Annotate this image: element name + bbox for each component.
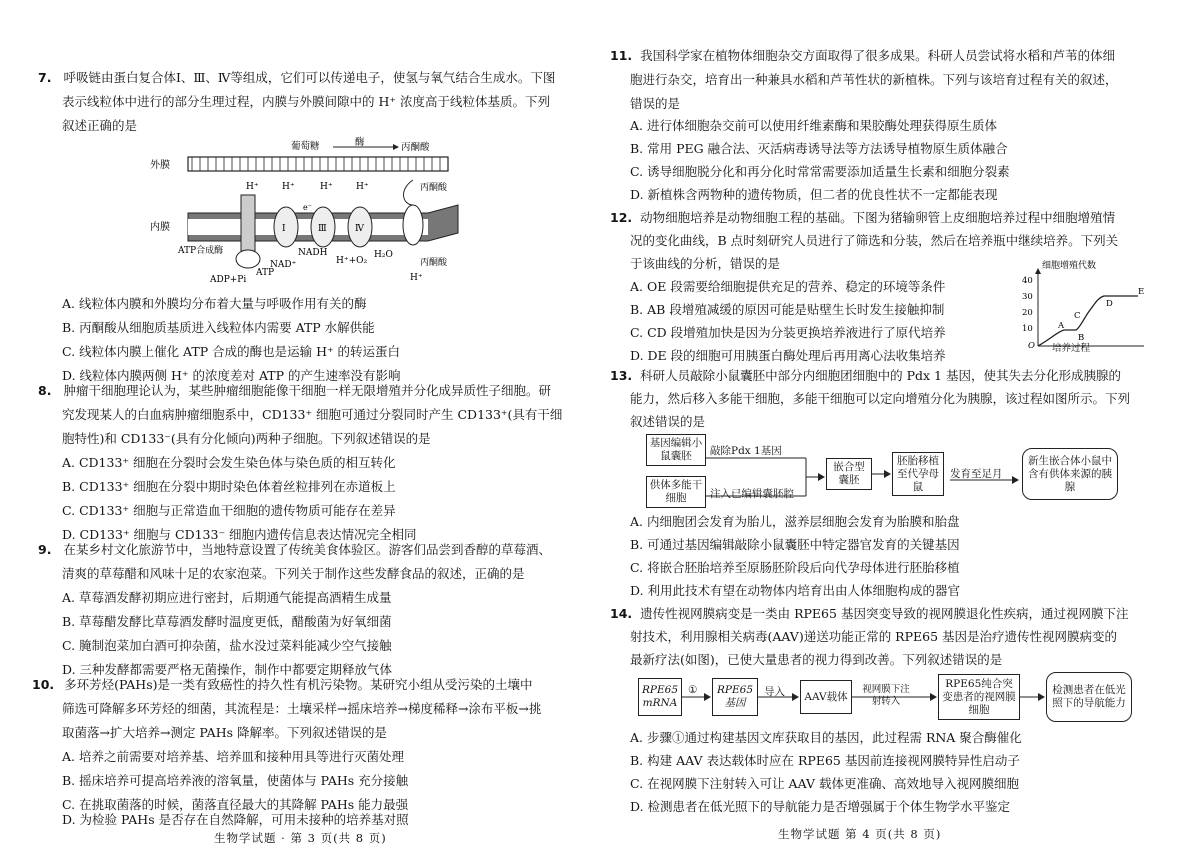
option-a[interactable]: A. 培养之前需要对培养基、培养皿和接种用具等进行灭菌处理 — [62, 749, 404, 764]
right-page — [610, 0, 1180, 849]
option-d[interactable]: D. CD133⁺ 细胞与 CD133⁻ 细胞内遗传信息表达情况完全相同 — [62, 527, 417, 542]
chart-point-label: C — [1074, 311, 1081, 321]
svg-text:Ⅰ: Ⅰ — [282, 224, 286, 234]
option-a[interactable]: A. CD133⁺ 细胞在分裂时会发生染色体与染色质的相互转化 — [62, 455, 396, 470]
option-b[interactable]: B. 构建 AAV 表达载体时应在 RPE65 基因前连接视网膜特异性启动子 — [630, 753, 1020, 768]
flow-arrow-label: 敲除Pdx 1基因 — [710, 445, 782, 457]
question-stem-line: 于该曲线的分析，错误的是 — [630, 256, 781, 271]
option-b[interactable]: B. 可通过基因编辑敲除小鼠囊胚中特定器官发育的关键基因 — [630, 537, 960, 552]
option-a[interactable]: A. 线粒体内膜和外膜均分布着大量与呼吸作用有关的酶 — [62, 296, 367, 311]
chart-ytick: 30 — [1022, 292, 1033, 302]
svg-text:H⁺: H⁺ — [410, 273, 423, 283]
chart-xlabel: 培养过程 — [1052, 343, 1091, 354]
option-d[interactable]: D. 线粒体内膜两侧 H⁺ 的浓度差对 ATP 的产生速率没有影响 — [62, 368, 401, 383]
svg-text:酶: 酶 — [355, 137, 365, 148]
question-stem-line: 筛选可降解多环芳烃的细菌，其流程是：土壤采样→摇床培养→梯度稀释→涂布平板→挑 — [62, 701, 542, 716]
option-a[interactable]: A. 草莓酒发酵初期应进行密封，后期通气能提高酒精生成量 — [62, 590, 392, 605]
svg-text:H₂O: H₂O — [374, 250, 393, 260]
svg-text:ADP+Pi: ADP+Pi — [210, 275, 247, 285]
mitochondria-membrane-diagram — [148, 135, 478, 285]
svg-text:丙酮酸: 丙酮酸 — [420, 258, 448, 268]
question-number: 12. — [610, 210, 633, 225]
question-stem-line: 能力，然后移入多能干细胞，多能干细胞可以定向增殖分化为胰腺，该过程如图所示。下列 — [630, 391, 1131, 406]
option-c[interactable]: C. 在视网膜下注射转入可让 AAV 载体更准确、高效地导入视网膜细胞 — [630, 776, 1019, 791]
outer-membrane-label: 外膜 — [150, 160, 170, 171]
svg-text:H⁺: H⁺ — [282, 182, 295, 192]
svg-text:丙酮酸: 丙酮酸 — [401, 142, 430, 153]
question-stem-line: 况的变化曲线，B 点时刻研究人员进行了筛选和分装，然后在培养瓶中继续培养。下列关 — [630, 233, 1119, 248]
flow-box-donor-cells: 供体多能干细胞 — [646, 476, 706, 508]
svg-text:H⁺: H⁺ — [246, 182, 259, 192]
flow-box-detection: 检测患者在低光照下的导航能力 — [1046, 672, 1132, 722]
option-b[interactable]: B. 草莓醋发酵比草莓酒发酵时温度更低，醋酸菌为好氧细菌 — [62, 614, 392, 629]
flow-box-patient-cells: RPE65纯合突变患者的视网膜细胞 — [938, 674, 1020, 720]
option-c[interactable]: C. CD 段增殖加快是因为分装更换培养液进行了原代培养 — [630, 325, 946, 340]
option-a[interactable]: A. 进行体细胞杂交前可以使用纤维素酶和果胶酶处理获得原生质体 — [630, 118, 997, 133]
option-c[interactable]: C. 诱导细胞脱分化和再分化时常常需要添加适量生长素和细胞分裂素 — [630, 164, 1010, 179]
question-number: 13. — [610, 368, 633, 383]
option-c[interactable]: C. 线粒体内膜上催化 ATP 合成的酶也是运输 H⁺ 的转运蛋白 — [62, 344, 401, 359]
flow-box-mrna: RPE65 mRNA — [638, 678, 682, 716]
question-number: 10. — [32, 677, 55, 692]
question-stem-line: 取菌落→扩大培养→测定 PAHs 降解率。下列叙述错误的是 — [62, 725, 388, 740]
question-stem-line: 遗传性视网膜病变是一类由 RPE65 基因突变导致的视网膜退化性疾病，通过视网膜下注 — [640, 606, 1129, 621]
svg-text:丙酮酸: 丙酮酸 — [420, 183, 448, 193]
flow-arrow-label: 视网膜下注射转入 — [862, 684, 910, 707]
question-stem-line: 表示线粒体中进行的部分生理过程，内膜与外膜间隙中的 H⁺ 浓度高于线粒体基质。下列 — [62, 94, 550, 109]
question-stem-line: 胞特性)和 CD133⁻(具有分化倾向)两种子细胞。下列叙述错误的是 — [62, 431, 431, 446]
svg-text:Ⅲ: Ⅲ — [318, 224, 327, 234]
flow-box-chimera-pancreas: 新生嵌合体小鼠中含有供体来源的胰腺 — [1022, 448, 1118, 500]
option-d[interactable]: D. 检测患者在低光照下的导航能力是否增强属于个体生物学水平鉴定 — [630, 799, 1011, 814]
svg-text:ATP合成酶: ATP合成酶 — [178, 246, 224, 256]
question-stem-line: 呼吸链由蛋白复合体Ⅰ、Ⅲ、Ⅳ等组成，它们可以传递电子，使氢与氧气结合生成水。下图 — [63, 70, 556, 85]
option-a[interactable]: A. OE 段需要给细胞提供充足的营养、稳定的环境等条件 — [630, 279, 946, 294]
page-footer: 生物学试题 · 第 3 页(共 8 页) — [214, 831, 387, 845]
option-a[interactable]: A. 步骤①通过构建基因文库获取目的基因，此过程需 RNA 聚合酶催化 — [630, 730, 1022, 745]
option-b[interactable]: B. 常用 PEG 融合法、灭活病毒诱导法等方法诱导植物原生质体融合 — [630, 141, 1008, 156]
option-d[interactable]: D. 新植株含两物种的遗传物质，但二者的优良性状不一定都能表现 — [630, 187, 998, 202]
question-stem-line: 最新疗法(如图)，已使大量患者的视力得到改善。下列叙述错误的是 — [630, 652, 1003, 667]
flow-box-aav-vector: AAV载体 — [800, 680, 852, 714]
chart-ylabel: 细胞增殖代数 — [1042, 261, 1097, 271]
svg-text:e⁻: e⁻ — [303, 203, 312, 212]
svg-text:NAD⁺: NAD⁺ — [270, 260, 297, 270]
flow-box-edited-embryo: 基因编辑小鼠囊胚 — [646, 434, 706, 466]
option-b[interactable]: B. CD133⁺ 细胞在分裂中期时染色体着丝粒排列在赤道板上 — [62, 479, 396, 494]
question-stem-line: 究发现某人的白血病肿瘤细胞系中，CD133⁺ 细胞可通过分裂同时产生 CD133⁺(具有干细 — [62, 407, 563, 422]
flow-step-label: ① — [688, 684, 698, 696]
chart-ytick: 20 — [1022, 308, 1033, 318]
flow-connector — [706, 440, 826, 500]
question-stem-line: 错误的是 — [630, 96, 681, 111]
chart-ytick: 40 — [1022, 276, 1033, 286]
option-b[interactable]: B. 摇床培养可提高培养液的溶氧量，使菌体与 PAHs 充分接触 — [62, 773, 409, 788]
option-b[interactable]: B. AB 段增殖减缓的原因可能是贴壁生长时发生接触抑制 — [630, 302, 945, 317]
flow-box-embryo-transfer: 胚胎移植至代孕母鼠 — [892, 452, 944, 496]
flow-arrow-label: 发育至足月 — [950, 468, 1003, 480]
question-number: 9. — [38, 542, 52, 557]
flow-arrow-label: 导入 — [764, 686, 785, 698]
question-stem-line: 清爽的草莓醋和风味十足的农家泡菜。下列关于制作这些发酵食品的叙述，正确的是 — [62, 566, 525, 581]
option-a[interactable]: A. 内细胞团会发育为胎儿，滋养层细胞会发育为胎膜和胎盘 — [630, 514, 960, 529]
question-stem-line: 叙述正确的是 — [62, 118, 138, 133]
flow-box-gene: RPE65 基因 — [712, 678, 758, 716]
chart-point-label: D — [1106, 299, 1113, 309]
flow-box-chimeric-embryo: 嵌合型囊胚 — [826, 458, 872, 490]
question-number: 8. — [38, 383, 52, 398]
svg-text:Ⅳ: Ⅳ — [355, 224, 364, 234]
question-stem-line: 科研人员敲除小鼠囊胚中部分内细胞团细胞中的 Pdx 1 基因，使其失去分化形成胰腺的 — [640, 368, 1121, 383]
question-number: 11. — [610, 48, 633, 63]
question-stem-line: 胞进行杂交，培育出一种兼具水稻和芦苇性状的新植株。下列与该培育过程有关的叙述， — [630, 72, 1118, 87]
svg-text:H⁺: H⁺ — [320, 182, 333, 192]
question-stem-line: 肿瘤干细胞理论认为，某些肿瘤细胞能像干细胞一样无限增殖并分化成异质性子细胞。研 — [63, 383, 551, 398]
option-d[interactable]: D. 为检验 PAHs 是否存在自然降解，可用未接种的培养基对照 — [62, 812, 409, 827]
option-c[interactable]: C. 在挑取菌落的时候，菌落直径最大的其降解 PAHs 能力最强 — [62, 797, 409, 812]
growth-curve — [1038, 296, 1138, 346]
inner-membrane-label: 内膜 — [150, 222, 170, 233]
left-page — [18, 0, 578, 849]
chart-point-label: E — [1138, 287, 1145, 297]
svg-text:NADH: NADH — [298, 248, 328, 258]
page-footer: 生物学试题 第 4 页(共 8 页) — [778, 827, 942, 841]
question-stem-line: 我国科学家在植物体细胞杂交方面取得了很多成果。科研人员尝试将水稻和芦苇的体细 — [640, 48, 1116, 63]
option-d[interactable]: D. 利用此技术有望在动物体内培育出由人体细胞构成的器官 — [630, 583, 961, 598]
option-c[interactable]: C. CD133⁺ 细胞与正常造血干细胞的遗传物质可能存在差异 — [62, 503, 396, 518]
question-number: 14. — [610, 606, 633, 621]
svg-text:H⁺: H⁺ — [356, 182, 369, 192]
question-number: 7. — [38, 70, 52, 85]
question-stem-line: 射技术，利用腺相关病毒(AAV)递送功能正常的 RPE65 基因是治疗遗传性视网膜病变的 — [630, 629, 1118, 644]
svg-text:H⁺+O₂: H⁺+O₂ — [336, 256, 368, 266]
chart-point-label: A — [1058, 321, 1065, 331]
chart-point-label: B — [1078, 333, 1085, 343]
question-stem-line: 在某乡村文化旅游节中，当地特意设置了传统美食体验区。游客们品尝到香醇的草莓酒、 — [63, 542, 551, 557]
chart-ytick: 10 — [1022, 324, 1033, 334]
option-d[interactable]: D. 三种发酵都需要严格无菌操作，制作中都要定期释放气体 — [62, 662, 393, 677]
question-stem-line: 动物细胞培养是动物细胞工程的基础。下图为猪输卵管上皮细胞培养过程中细胞增殖情 — [640, 210, 1116, 225]
option-d[interactable]: D. DE 段的细胞可用胰蛋白酶处理后再用离心法收集培养 — [630, 348, 946, 363]
option-c[interactable]: C. 将嵌合胚胎培养至原肠胚阶段后向代孕母体进行胚胎移植 — [630, 560, 960, 575]
flow-arrow-label: 注入已编辑囊胚腔 — [710, 488, 794, 500]
option-c[interactable]: C. 腌制泡菜加白酒可抑杂菌，盐水没过菜料能减少空气接触 — [62, 638, 392, 653]
chart-origin: O — [1028, 341, 1035, 351]
option-b[interactable]: B. 丙酮酸从细胞质基质进入线粒体内需要 ATP 水解供能 — [62, 320, 375, 335]
question-stem-line: 叙述错误的是 — [630, 414, 706, 429]
svg-text:葡萄糖: 葡萄糖 — [291, 141, 320, 152]
question-stem-line: 多环芳烃(PAHs)是一类有致癌性的持久性有机污染物。某研究小组从受污染的土壤中 — [64, 677, 533, 692]
svg-text:ATP: ATP — [256, 268, 275, 278]
